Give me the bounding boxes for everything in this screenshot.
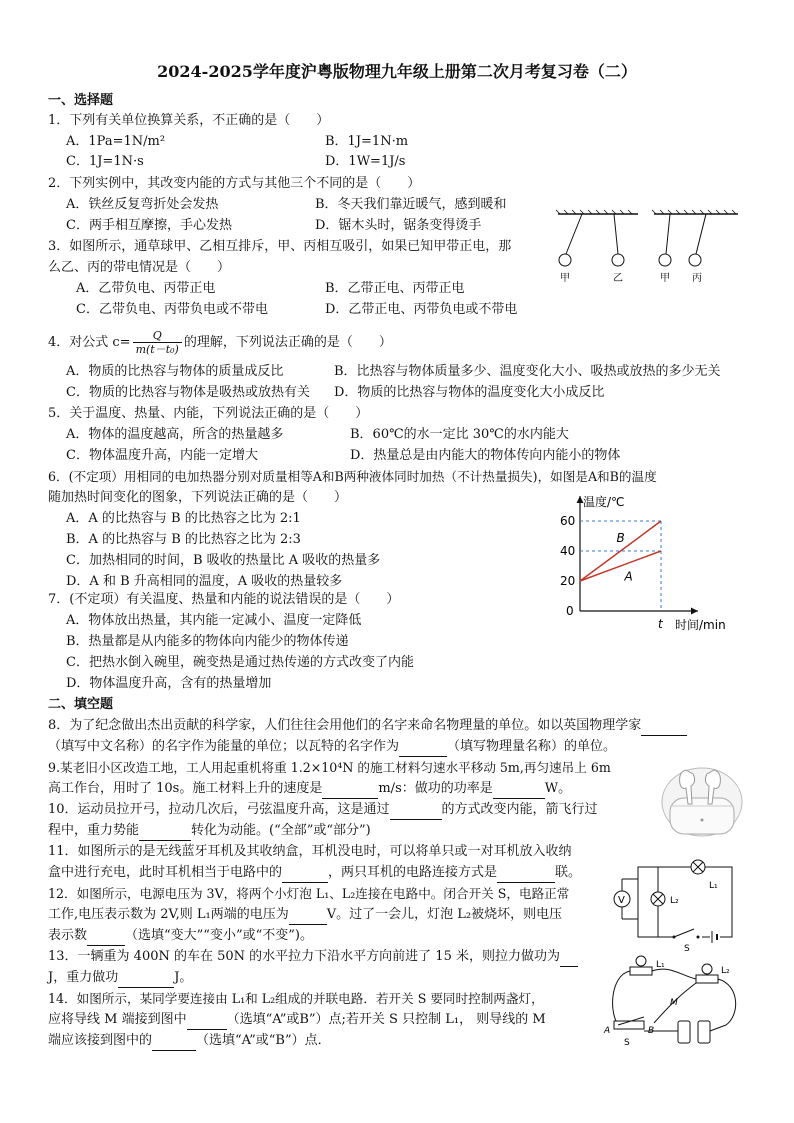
q12-blank-1[interactable] [289, 906, 327, 925]
q10-text-3: 程中，重力势能 [48, 823, 140, 838]
ceiling-left [556, 210, 638, 214]
q11-text-3: 联。 [555, 865, 582, 880]
q7-option-b: B．热量都是从内能多的物体向内能少的物体传递 [66, 634, 349, 649]
q10-text-2: 的方式改变内能，箭飞行过 [441, 802, 598, 817]
ball-label-2: 乙 [613, 273, 623, 284]
q9-line2 [48, 780, 571, 799]
q6-option-b: B．A 的比热容与 B 的比热容之比为 2:3 [66, 532, 301, 547]
q5-option-d: D．热量总是由内能大的物体传向内能小的物体 [350, 448, 621, 463]
q1-option-a: A．1Pa=1N/m² [66, 134, 166, 149]
x-axis-label: 时间/min [675, 618, 726, 632]
q3-stem-line1: 3．如图所示，通草球甲、乙相互排斥，甲、丙相互吸引，如果已知甲带正电，那 [48, 239, 512, 254]
q13-text-3: J。 [174, 970, 193, 985]
formula-numerator: Q [133, 329, 182, 343]
q7-stem: 7．(不定项）有关温度、热量和内能的说法错误的是（ ） [48, 592, 400, 607]
series-label-B: B [616, 531, 625, 545]
q12-blank-2[interactable] [87, 927, 125, 946]
q4-option-a: A．物质的比热容与物体的质量成反比 [66, 364, 284, 379]
q6-option-c: C．加热相同的时间，B 吸收的热量比 A 吸收的热量多 [66, 553, 381, 568]
q8-text-1: 8．为了纪念做出杰出贡献的科学家，人们往往会用他们的名字来命名物理量的单位。如以英国物理学家 [48, 718, 642, 733]
q8-blank-1[interactable] [641, 717, 687, 736]
q1-option-d: D．1W=1J/s [325, 154, 406, 169]
q11-text-1: 盒中进行充电，此时耳机相当于电路中的 [48, 865, 283, 880]
series-label-A: A [624, 569, 633, 584]
y-tick-label: 0 [566, 604, 574, 618]
q13-text-2: J，重力做功 [48, 970, 119, 985]
q4-stem [48, 328, 392, 358]
y-tick-label: 40 [560, 544, 576, 558]
q11-line2 [48, 864, 581, 883]
q1-stem: 1．下列有关单位换算关系，不正确的是（ ） [48, 113, 330, 128]
q12-text-3: 表示数 [48, 928, 88, 943]
q12-text-2: V。过了一会儿，灯泡 L₂被烧坏，则电压 [326, 907, 563, 922]
q11-blank-1[interactable] [282, 864, 328, 883]
specific-heat-formula [133, 329, 182, 356]
ball-yi [612, 254, 624, 266]
q10-line2 [48, 822, 371, 841]
q10-line1 [48, 801, 598, 820]
q9-text-1: 高工作台，用时了 10s。施工材料上升的速度是 [48, 781, 323, 796]
q7-option-c: C．把热水倒入碗里，碗变热是通过热传递的方式改变了内能 [66, 655, 414, 670]
label-l2: L₂ [670, 896, 679, 906]
q5-option-b: B．60℃的水一定比 30℃的水内能大 [350, 427, 569, 442]
ball-label-1: 甲 [560, 273, 570, 284]
q1-option-c: C．1J=1N·s [66, 154, 144, 169]
y-axis-label: 温度/℃ [583, 495, 625, 509]
battery-cell-2-icon [698, 1021, 710, 1043]
q14-line2 [48, 1011, 546, 1030]
y-tick-label: 60 [560, 514, 576, 528]
ball-jia-2 [659, 254, 671, 266]
q9-text-3: W。 [544, 781, 572, 796]
ceiling-right [652, 210, 738, 214]
label-m: M [670, 998, 678, 1008]
label-s-14: S [624, 1038, 630, 1048]
lamp-l1-icon [636, 956, 646, 966]
q2-option-b: B．冬天我们靠近暖气，感到暖和 [315, 197, 507, 212]
q12-line2 [48, 906, 562, 925]
q3-option-b: B．乙带正电、丙带正电 [325, 281, 465, 296]
q9-blank-1[interactable] [322, 780, 378, 799]
q6-stem-line1: 6．(不定项）用相同的电加热器分别对质量相等A和B两种液体同时加热（不计热量损失)，如图是A和B的温度 [48, 469, 657, 484]
q9-blank-2[interactable] [493, 780, 545, 799]
q4-option-b: B．比热容与物体质量多少、温度变化大小、吸热或放热的多少无关 [334, 364, 721, 379]
series-line-A [580, 551, 661, 581]
label-voltmeter: V [618, 895, 625, 906]
charging-case [670, 798, 734, 834]
q14-blank-1[interactable] [187, 1011, 227, 1030]
q1-option-b: B．1J=1N·m [325, 134, 409, 149]
q10-blank-1[interactable] [390, 801, 442, 820]
label-l2-14: L₂ [721, 966, 730, 976]
q3-option-c: C．乙带负电、丙带负电或不带电 [76, 302, 268, 317]
q3-stem-line2: 么乙、丙的带电情况是（ ） [48, 260, 231, 275]
q8-line2 [48, 738, 616, 757]
lamp-holder-l1 [630, 967, 652, 975]
q13-line2 [48, 969, 192, 988]
q12-line3 [48, 927, 313, 946]
lamp-l2-icon [702, 964, 712, 974]
q7-option-d: D．物体温度升高，含有的热量增加 [66, 676, 272, 691]
q9-line1: 9.某老旧小区改造工地，工人用起重机将重 1.2×10⁴N 的施工材料匀速水平移动 5m,再匀速吊上 6m [48, 760, 611, 775]
section-choice-heading: 一、选择题 [48, 93, 114, 108]
q11-blank-2[interactable] [497, 864, 555, 883]
temperature-time-chart [550, 490, 750, 640]
q14-blank-2[interactable] [152, 1032, 196, 1051]
earbuds-case-figure [656, 758, 748, 844]
q13-text-1: 13．一辆重为 400N 的车在 50N 的水平拉力下沿水平方向前进了 15 米，则拉力做功为 [48, 949, 560, 964]
q2-option-d: D．锯木头时，锯条变得烫手 [315, 218, 482, 233]
pith-balls-figure [552, 206, 742, 288]
formula-denominator: m(t－t₀) [135, 343, 179, 356]
q4-stem-pre: 4．对公式 c= [48, 335, 131, 350]
q3-option-d: D．乙带正电、丙带负电或不带电 [325, 302, 518, 317]
q13-blank-2[interactable] [118, 969, 174, 988]
q8-text-3: （填写物理量名称）的单位。 [447, 739, 617, 754]
circuit-q12-figure [610, 855, 745, 954]
q2-stem: 2．下列实例中，其改变内能的方式与其他三个不同的是（ ） [48, 176, 421, 191]
y-tick-label: 20 [560, 574, 576, 588]
q10-text-4: 转化为动能。(“全部”或“部分”) [191, 823, 371, 838]
q11-line1: 11．如图所示的是无线蓝牙耳机及其收纳盒，耳机没电时，可以将单只或一对耳机放入收纳 [48, 844, 572, 859]
q14-text-3: 端应该接到图中的 [48, 1033, 153, 1048]
q9-text-2: m/s：做功的功率是 [378, 781, 493, 796]
q2-option-a: A．铁丝反复弯折处会发热 [66, 197, 219, 212]
q5-option-c: C．物体温度升高，内能一定增大 [66, 448, 258, 463]
q4-option-d: D．物质的比热容与物体的温度变化大小成反比 [334, 385, 605, 400]
ball-bing [689, 254, 701, 266]
q11-text-2: ，两只耳机的电路连接方式是 [328, 865, 498, 880]
x-tick-label: t [658, 617, 663, 631]
q12-text-1: 工作,电压表示数为 2V,则 L₁两端的电压为 [48, 907, 289, 922]
q12-line1: 12．如图所示，电源电压为 3V，将两个小灯泡 L₁、L₂连接在电路中。闭合开关 S，电路正常 [48, 886, 570, 901]
q6-option-d: D．A 和 B 升高相同的温度，A 吸收的热量较多 [66, 574, 343, 589]
q7-option-a: A．物体放出热量，其内能一定减小、温度一定降低 [66, 613, 362, 628]
label-l1: L₁ [709, 881, 718, 891]
circuit-q14-figure [600, 955, 748, 1047]
label-switch: S [684, 944, 690, 954]
q14-line3 [48, 1032, 331, 1051]
q13-line1 [48, 948, 578, 967]
q14-line1: 14．如图所示，某同学要连接由 L₁和 L₂组成的并联电路．若开关 S 要同时控制两盏灯， [48, 991, 544, 1006]
q14-text-1: 应将导线 M 端接到图中 [48, 1012, 187, 1027]
lamp-holder-l2 [696, 975, 718, 983]
q6-option-a: A．A 的比热容与 B 的比热容之比为 2:1 [66, 511, 301, 526]
q8-text-2: （填写中文名称）的名字作为能量的单位；以瓦特的名字作为 [48, 739, 400, 754]
q3-option-a: A．乙带负电、丙带正电 [76, 281, 216, 296]
q5-option-a: A．物体的温度越高，所含的热量越多 [66, 427, 284, 442]
page-title: 2024-2025学年度沪粤版物理九年级上册第二次月考复习卷（二） [157, 62, 637, 81]
q4-stem-post: 的理解，下列说法正确的是（ ） [183, 335, 392, 350]
ball-label-4: 丙 [692, 273, 702, 284]
section-fill-heading: 二、填空题 [48, 697, 114, 712]
q12-text-4: （选填“变大”“变小”或“不变”)。 [125, 928, 313, 943]
q10-blank-2[interactable] [139, 822, 191, 841]
q14-text-2: （选填“A”或B”）点;若开关 S 只控制 L₁， 则导线的 M [226, 1012, 546, 1027]
label-b: B [648, 1026, 655, 1036]
q13-blank-1[interactable] [560, 948, 578, 967]
q14-text-4: （选填“A”或“B”）点． [196, 1033, 331, 1048]
q8-line1 [48, 717, 687, 736]
q10-text-1: 10．运动员拉开弓，拉动几次后，弓弦温度升高，这是通过 [48, 802, 390, 817]
q5-stem: 5．关于温度、热量、内能，下列说法正确的是（ ） [48, 406, 369, 421]
ball-label-3: 甲 [660, 273, 670, 284]
q4-option-c: C．物质的比热容与物体是吸热或放热有关 [66, 385, 310, 400]
label-l1-14: L₁ [656, 960, 665, 970]
q8-blank-2[interactable] [399, 738, 447, 757]
battery-cell-1-icon [678, 1021, 690, 1043]
q2-option-c: C．两手相互摩擦，手心发热 [66, 218, 232, 233]
ball-jia-1 [559, 254, 571, 266]
label-a: A [604, 1026, 611, 1036]
q6-stem-line2: 随加热时间变化的图象，下列说法正确的是（ ） [48, 490, 348, 505]
